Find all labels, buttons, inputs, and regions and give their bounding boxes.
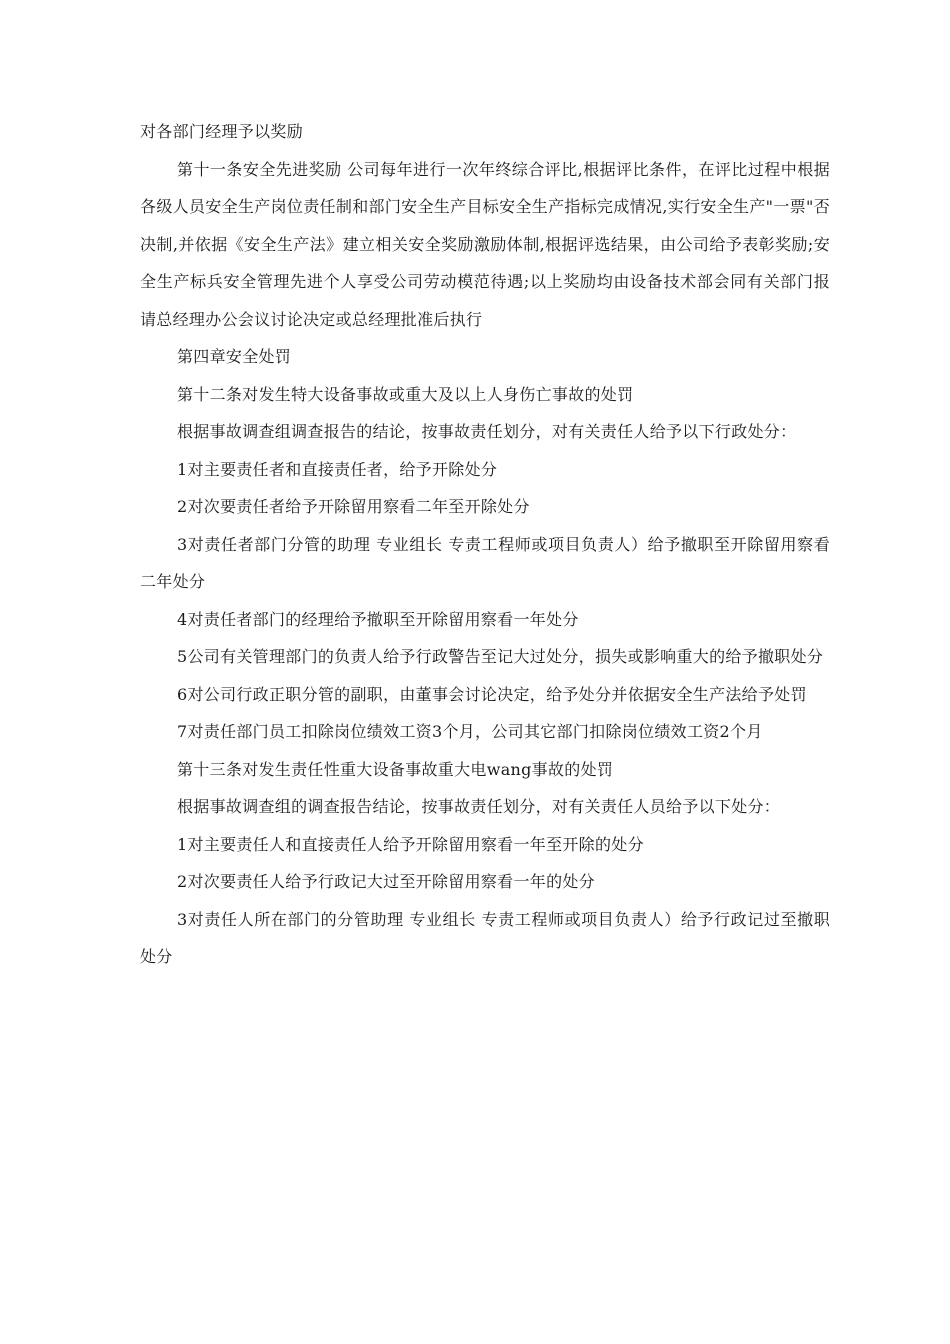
paragraph-article-13-intro: 根据事故调查组的调查报告结论，按事故责任划分，对有关责任人员给予以下处分： [177, 797, 781, 816]
list-item: 7对责任部门员工扣除岗位绩效工资3个月，公司其它部门扣除岗位绩效工资2个月 [177, 722, 763, 741]
list-item: 2对次要责任人给予行政记大过至开除留用察看一年的处分 [177, 872, 595, 891]
paragraph-article-11: 第十一条安全先进奖励 公司每年进行一次年终综合评比,根据评比条件，在评比过程中根据各级人员安全生产岗位责任制和部门安全生产目标安全生产指标完成情况,实行安全生产"一票"否决制,并依据《安全生产法》建立相关安全奖励激励体制,根据评选结果，由公司给予表彰奖励;安全生产标兵安全管理先进个人享受公司劳动模范待遇;以上奖励均由设备技术部会同有关部门报请总经理办公会议讨论决定或总经理批准后执行 [140, 159, 830, 329]
chapter-heading: 第四章安全处罚 [177, 347, 292, 366]
list-item: 6对公司行政正职分管的副职，由董事会讨论决定，给予处分并依据安全生产法给予处罚 [177, 684, 807, 704]
list-item: 5公司有关管理部门的负责人给予行政警告至记大过处分，损失或影响重大的给予撤职处分 [177, 647, 824, 666]
list-item: 2对次要责任者给予开除留用察看二年至开除处分 [177, 497, 530, 516]
article-13-heading: 第十三条对发生责任性重大设备事故重大电wang事故的处罚 [177, 759, 614, 779]
list-item: 1对主要责任人和直接责任人给予开除留用察看一年至开除的处分 [177, 834, 644, 854]
list-item: 3对责任者部门分管的助理 专业组长 专责工程师或项目负责人）给予撤职至开除留用察看二年处分 [140, 534, 830, 591]
list-item: 4对责任者部门的经理给予撤职至开除留用察看一年处分 [177, 609, 579, 629]
list-item: 3对责任人所在部门的分管助理 专业组长 专责工程师或项目负责人）给予行政记过至撤职处分 [140, 909, 830, 966]
paragraph-continuation: 对各部门经理予以奖励 [140, 122, 304, 141]
list-item: 1对主要责任者和直接责任者，给予开除处分 [177, 459, 498, 479]
document-body [140, 113, 830, 976]
paragraph-article-12-intro: 根据事故调查组调查报告的结论，按事故责任划分，对有关责任人给予以下行政处分： [177, 422, 797, 441]
article-12-heading: 第十二条对发生特大设备事故或重大及以上人身伤亡事故的处罚 [177, 384, 634, 404]
